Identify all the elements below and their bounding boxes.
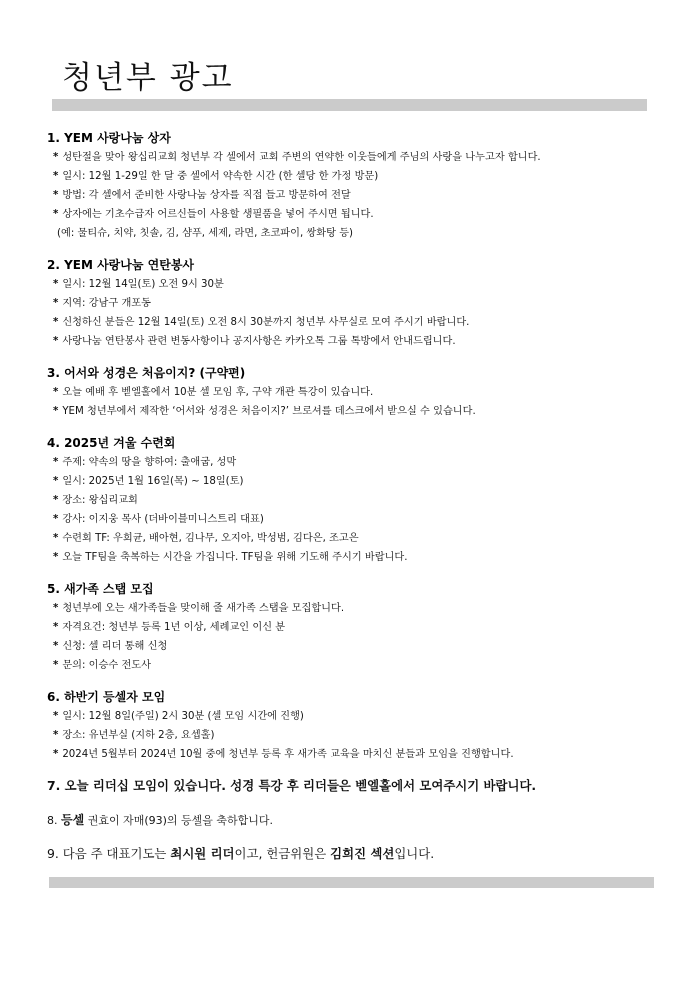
- item-text: 강사: 이지웅 목사 (더바이블미니스트리 대표): [62, 514, 264, 525]
- list-item: [47, 472, 647, 491]
- list-item: [47, 618, 647, 637]
- bullet: *: [53, 495, 59, 506]
- announcement-8: [47, 810, 647, 830]
- list-item: [47, 637, 647, 656]
- bullet: *: [53, 279, 59, 290]
- footer-bar: [49, 877, 654, 888]
- list-item: [47, 745, 647, 764]
- item-text: YEM 청년부에서 제작한 ‘어서와 성경은 처음이지?’ 브로셔를 데스크에서 받으실 수 있습니다.: [62, 406, 476, 417]
- list-item: [47, 453, 647, 472]
- list-item: [47, 599, 647, 618]
- item-note: (예: 물티슈, 치약, 칫솔, 김, 샴푸, 세제, 라면, 초코파이, 쌍화탕 등): [57, 228, 354, 239]
- prayer-leader-name: 최시원 리더: [170, 846, 235, 861]
- item-text: 장소: 유년부실 (지하 2층, 요셉홀): [62, 730, 215, 741]
- announcements: [47, 128, 647, 864]
- item-text: 상자에는 기초수급자 어르신들이 사용할 생필품을 넣어 주시면 됩니다.: [62, 209, 374, 220]
- list-item: [47, 186, 647, 205]
- section-heading: 6. 하반기 등셀자 모임: [47, 690, 166, 704]
- list-item: [47, 656, 647, 675]
- page-title: 청년부 광고: [62, 60, 234, 96]
- bullet: *: [53, 641, 59, 652]
- item-text: 신청: 셀 리더 통해 신청: [62, 641, 168, 652]
- bullet: *: [53, 622, 59, 633]
- announcement-9: [47, 844, 647, 864]
- item-text: 장소: 왕십리교회: [62, 495, 138, 506]
- bullet: *: [53, 730, 59, 741]
- bullet: *: [53, 336, 59, 347]
- list-item: [47, 332, 647, 351]
- section-heading: 2. YEM 사랑나눔 연탄봉사: [47, 258, 195, 272]
- list-item: [47, 491, 647, 510]
- announcement-8-number: 8.: [47, 814, 58, 827]
- bullet: *: [53, 476, 59, 487]
- announcement-7: 7. 오늘 리더십 모임이 있습니다. 성경 특강 후 리더들은 벧엘홀에서 모여주시기 바랍니다.: [47, 778, 537, 793]
- announcement-9-pre: 9. 다음 주 대표기도는: [47, 846, 167, 861]
- item-text: 수련회 TF: 우희균, 배아현, 김나무, 오지아, 박성범, 김다은, 조고은: [62, 533, 359, 544]
- item-text: 사랑나눔 연탄봉사 관련 변동사항이나 공지사항은 카카오톡 그룹 톡방에서 안내드립니다.: [62, 336, 456, 347]
- list-item: [47, 510, 647, 529]
- bullet: *: [53, 209, 59, 220]
- list-item: [47, 167, 647, 186]
- item-text: 오늘 TF팀을 축복하는 시간을 가집니다. TF팀을 위해 기도해 주시기 바랍니다.: [62, 552, 408, 563]
- item-text: 자격요건: 청년부 등록 1년 이상, 세례교인 이신 분: [62, 622, 286, 633]
- bullet: *: [53, 457, 59, 468]
- item-text: 일시: 12월 8일(주일) 2시 30분 (셀 모임 시간에 진행): [62, 711, 304, 722]
- bullet: *: [53, 552, 59, 563]
- offering-team-name: 김희진 섹션: [330, 846, 395, 861]
- section-4: [47, 433, 647, 567]
- item-text: 문의: 이승수 전도사: [62, 660, 151, 671]
- section-1: [47, 128, 647, 243]
- section-3: [47, 363, 647, 421]
- item-text: 신청하신 분들은 12월 14일(토) 오전 8시 30분까지 청년부 사무실로 모여 주시기 바랍니다.: [62, 317, 470, 328]
- item-text: 성탄절을 맞아 왕십리교회 청년부 각 셀에서 교회 주변의 연약한 이웃들에게 주님의 사랑을 나누고자 합니다.: [62, 152, 541, 163]
- bullet: *: [53, 660, 59, 671]
- list-item: [47, 313, 647, 332]
- bullet: *: [53, 152, 59, 163]
- item-text: 방법: 각 셀에서 준비한 사랑나눔 상자를 직접 들고 방문하여 전달: [62, 190, 351, 201]
- bullet: *: [53, 190, 59, 201]
- bullet: *: [53, 171, 59, 182]
- bullet: *: [53, 298, 59, 309]
- bullet: *: [53, 514, 59, 525]
- bullet: *: [53, 406, 59, 417]
- list-item: [47, 707, 647, 726]
- list-item: [47, 148, 647, 167]
- section-heading: 3. 어서와 성경은 처음이지? (구약편): [47, 366, 246, 380]
- item-text: 청년부에 오는 새가족들을 맞이해 줄 새가족 스탭을 모집합니다.: [62, 603, 345, 614]
- bullet: *: [53, 533, 59, 544]
- bullet: *: [53, 387, 59, 398]
- list-item: [47, 383, 647, 402]
- list-item: [47, 726, 647, 745]
- item-text: 오늘 예배 후 벧엘홀에서 10분 셀 모임 후, 구약 개관 특강이 있습니다.: [62, 387, 374, 398]
- list-item: [47, 548, 647, 567]
- section-heading: 5. 새가족 스탭 모집: [47, 582, 154, 596]
- announcement-9-mid: 이고, 헌금위원은: [234, 846, 327, 861]
- item-text: 주제: 약속의 땅을 향하여: 출애굽, 성막: [62, 457, 237, 468]
- announcement-9-post: 입니다.: [394, 846, 435, 861]
- item-text: 일시: 2025년 1월 16일(목) ~ 18일(토): [62, 476, 244, 487]
- item-text: 일시: 12월 1-29일 한 달 중 셀에서 약속한 시간 (한 셀당 한 가정 방문): [62, 171, 379, 182]
- section-6: [47, 687, 647, 764]
- list-item: [47, 529, 647, 548]
- section-2: [47, 255, 647, 351]
- list-item: [47, 275, 647, 294]
- list-item: [47, 205, 647, 224]
- item-text: 지역: 강남구 개포동: [62, 298, 151, 309]
- list-item: [47, 402, 647, 421]
- title-underline-bar: [52, 99, 647, 111]
- announcement-8-bold: 등셀: [61, 813, 85, 827]
- item-text: 2024년 5월부터 2024년 10월 중에 청년부 등록 후 새가족 교육을 마치신 분들과 모임을 진행합니다.: [62, 749, 514, 760]
- section-heading: 4. 2025년 겨울 수련회: [47, 436, 176, 450]
- item-text: 일시: 12월 14일(토) 오전 9시 30분: [62, 279, 224, 290]
- bullet: *: [53, 603, 59, 614]
- section-5: [47, 579, 647, 675]
- section-heading: 1. YEM 사랑나눔 상자: [47, 131, 171, 145]
- bullet: *: [53, 317, 59, 328]
- bullet: *: [53, 749, 59, 760]
- announcement-8-text: 권효이 자매(93)의 등셀을 축하합니다.: [87, 814, 274, 827]
- bullet: *: [53, 711, 59, 722]
- list-item: [47, 294, 647, 313]
